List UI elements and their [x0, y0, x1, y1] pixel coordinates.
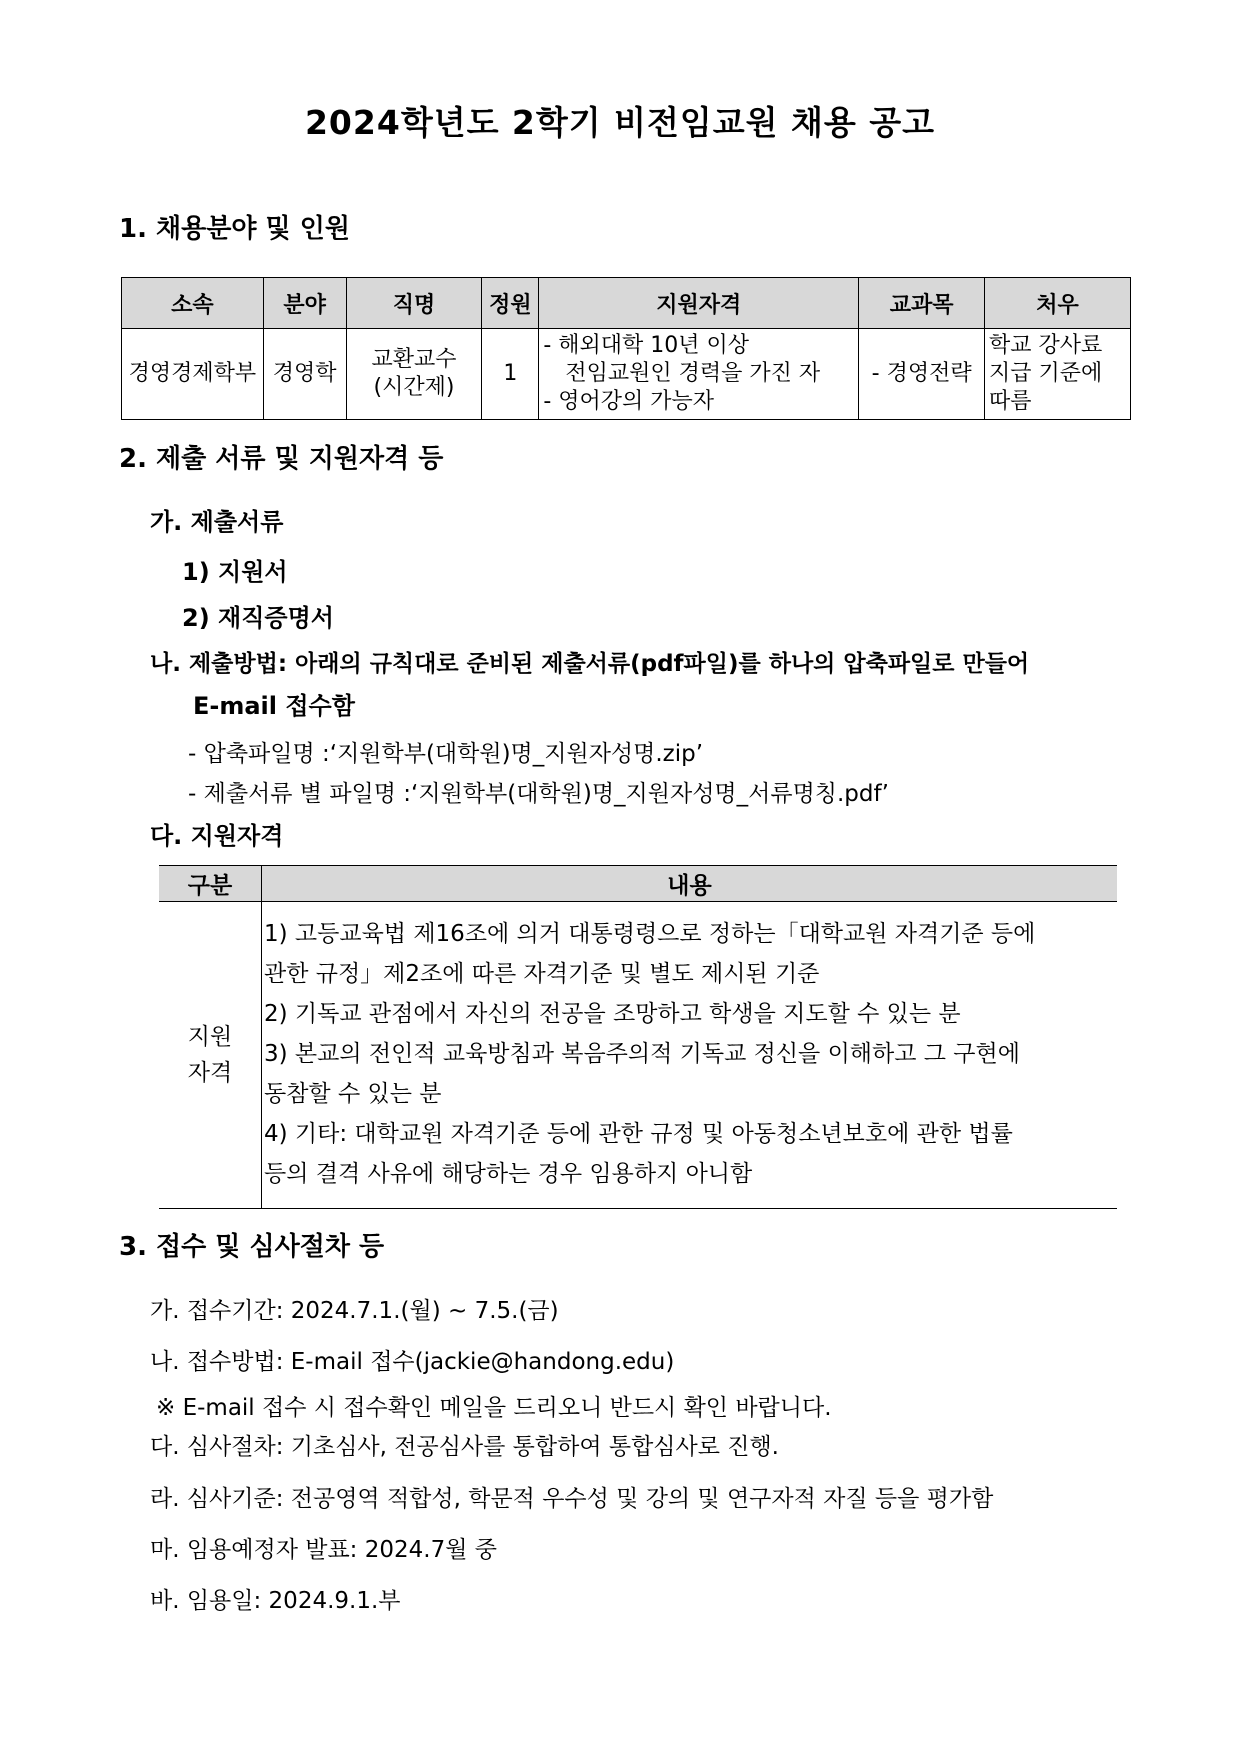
- review-criteria: 라. 심사기준: 전공영역 적합성, 학문적 우수성 및 강의 및 연구자적 자질 등을 평가함: [150, 1486, 994, 1512]
- qualification-content-line: 동참할 수 있는 분: [264, 1081, 442, 1107]
- qualification-line-1: - 해외대학 10년 이상: [543, 333, 750, 358]
- position-line-1: 교환교수: [371, 347, 457, 372]
- doc-item-employment-cert: 2) 재직증명서: [182, 604, 334, 632]
- cell-affiliation: 경영경제학부: [122, 329, 264, 420]
- cell-course: - 경영전략: [859, 329, 985, 420]
- qualification-line-3: - 영어강의 가능자: [543, 389, 715, 414]
- header-category: 구분: [159, 866, 262, 902]
- qualification-line-2: 전임교원인 경력을 가진 자: [565, 361, 821, 386]
- cell-position: [346, 329, 482, 420]
- qualification-label-line-1: 지원: [187, 1024, 233, 1050]
- email-confirmation-note: ※ E-mail 접수 시 접수확인 메일을 드리오니 반드시 확인 바랍니다.: [156, 1395, 832, 1421]
- section-2-heading: 2. 제출 서류 및 지원자격 등: [119, 444, 444, 474]
- submission-docs-heading: 가. 제출서류: [150, 508, 284, 536]
- qualification-table: [159, 865, 1117, 1209]
- submission-method-line-2: E-mail 접수함: [193, 692, 355, 720]
- qualification-heading: 다. 지원자격: [150, 822, 284, 850]
- cell-compensation: [985, 329, 1131, 420]
- compensation-line-1: 학교 강사료: [989, 333, 1103, 358]
- qualification-content-line: 등의 결격 사유에 해당하는 경우 임용하지 아니함: [264, 1161, 753, 1187]
- qualification-table-header: [159, 866, 1117, 902]
- application-period: 가. 접수기간: 2024.7.1.(월) ~ 7.5.(금): [150, 1298, 559, 1324]
- section-3-heading: 3. 접수 및 심사절차 등: [119, 1232, 385, 1262]
- cell-qualification: [539, 329, 859, 420]
- review-procedure: 다. 심사절차: 기초심사, 전공심사를 통합하여 통합심사로 진행.: [150, 1434, 779, 1460]
- header-quota: 정원: [482, 278, 539, 329]
- recruitment-table-header: [122, 278, 1131, 329]
- header-content: 내용: [262, 866, 1118, 902]
- qualification-content-line: 관한 규정」제2조에 따른 자격기준 및 별도 제시된 기준: [264, 961, 820, 987]
- qualification-content-line: 2) 기독교 관점에서 자신의 전공을 조망하고 학생을 지도할 수 있는 분: [264, 1001, 961, 1027]
- header-qualification: 지원자격: [539, 278, 859, 329]
- qualification-label-line-2: 자격: [187, 1060, 233, 1086]
- appointment-date: 바. 임용일: 2024.9.1.부: [150, 1588, 401, 1614]
- application-method: 나. 접수방법: E-mail 접수(jackie@handong.edu): [150, 1349, 675, 1375]
- qualification-content-line: 4) 기타: 대학교원 자격기준 등에 관한 규정 및 아동청소년보호에 관한 법률: [264, 1121, 1013, 1147]
- header-course: 교과목: [859, 278, 985, 329]
- compensation-line-2: 지급 기준에: [989, 361, 1103, 386]
- doc-item-application: 1) 지원서: [182, 558, 288, 586]
- cell-field: 경영학: [263, 329, 346, 420]
- compensation-line-3: 따름: [989, 389, 1032, 414]
- doc-filename-rule: - 제출서류 별 파일명 :‘지원학부(대학원)명_지원자성명_서류명칭.pdf’: [188, 781, 889, 807]
- table-row: [122, 329, 1131, 420]
- position-line-2: (시간제): [373, 375, 455, 400]
- header-affiliation: 소속: [122, 278, 264, 329]
- qualification-content: [262, 902, 1118, 1209]
- page-title: 2024학년도 2학기 비전임교원 채용 공고: [304, 103, 936, 142]
- announcement-date: 마. 임용예정자 발표: 2024.7월 중: [150, 1537, 497, 1563]
- table-row: [159, 902, 1117, 1209]
- header-field: 분야: [263, 278, 346, 329]
- cell-quota: 1: [482, 329, 539, 420]
- section-1-heading: 1. 채용분야 및 인원: [119, 214, 350, 244]
- qualification-content-line: 1) 고등교육법 제16조에 의거 대통령령으로 정하는「대학교원 자격기준 등에: [264, 921, 1036, 947]
- qualification-content-line: 3) 본교의 전인적 교육방침과 복음주의적 기독교 정신을 이해하고 그 구현에: [264, 1041, 1020, 1067]
- zip-filename-rule: - 압축파일명 :‘지원학부(대학원)명_지원자성명.zip’: [188, 741, 704, 767]
- header-position: 직명: [346, 278, 482, 329]
- submission-method-line-1: 나. 제출방법: 아래의 규칙대로 준비된 제출서류(pdf파일)를 하나의 압축파일로 만들어: [150, 651, 1030, 677]
- header-compensation: 처우: [985, 278, 1131, 329]
- recruitment-table: [121, 277, 1131, 420]
- qualification-label: [159, 902, 262, 1209]
